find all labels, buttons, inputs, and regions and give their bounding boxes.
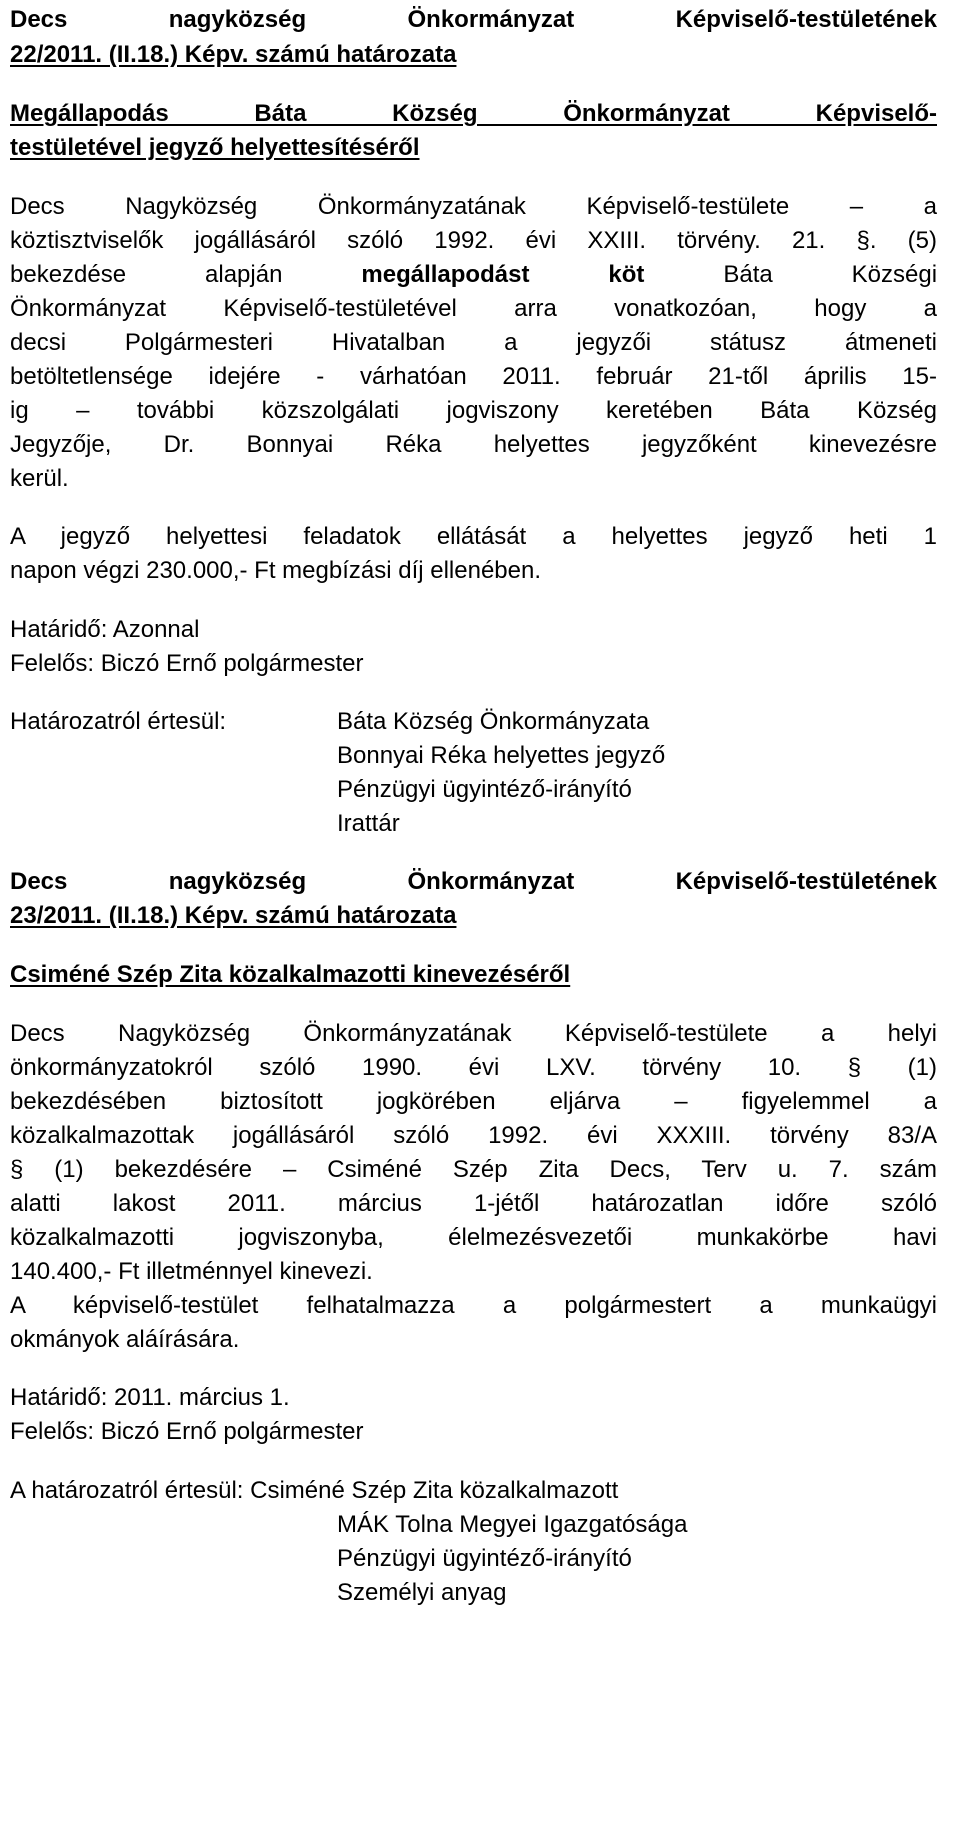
body-line: kerül. xyxy=(10,465,69,492)
body-line: önkormányzatokról szóló 1990. évi LXV. törvény 10. § (1) xyxy=(10,1054,937,1081)
resolution-number: 23/2011. (II.18.) Képv. számú határozata xyxy=(10,902,457,929)
body-line: 140.400,- Ft illetménnyel kinevezi. xyxy=(10,1258,373,1285)
body-line: A jegyző helyettesi feladatok ellátását a helyettes jegyző heti 1 xyxy=(10,523,937,550)
resolution-number: 22/2011. (II.18.) Képv. számú határozata xyxy=(10,41,457,68)
body-line: Jegyzője, Dr. Bonnyai Réka helyettes jegyzőként kinevezésre xyxy=(10,431,937,458)
responsible-person: Felelős: Biczó Ernő polgármester xyxy=(10,1418,364,1445)
notify-recipient: Pénzügyi ügyintéző-irányító xyxy=(337,776,632,803)
body-line: közalkalmazottak jogállásáról szóló 1992. évi XXXIII. törvény 83/A xyxy=(10,1122,937,1149)
deadline: Határidő: 2011. március 1. xyxy=(10,1384,290,1411)
responsible-person: Felelős: Biczó Ernő polgármester xyxy=(10,650,364,677)
body-line: Decs Nagyközség Önkormányzatának Képviselő-testülete a helyi xyxy=(10,1020,937,1047)
notify-recipient: Bonnyai Réka helyettes jegyző xyxy=(337,742,666,769)
resolution-title-line-2: testületével jegyző helyettesítéséről xyxy=(10,134,420,161)
body-line: bekezdése alapján megállapodást köt Báta Községi xyxy=(10,261,937,288)
notify-recipient: Pénzügyi ügyintéző-irányító xyxy=(337,1545,632,1572)
body-line: köztisztviselők jogállásáról szóló 1992. évi XXIII. törvény. 21. §. (5) xyxy=(10,227,937,254)
notify-label: A határozatról értesül: Csiméné Szép Zita közalkalmazott xyxy=(10,1477,619,1504)
body-line: alatti lakost 2011. március 1-jétől határozatlan időre szóló xyxy=(10,1190,937,1217)
resolution-heading-line-2 xyxy=(10,37,937,73)
body-line: § (1) bekezdésére – Csiméné Szép Zita Decs, Terv u. 7. szám xyxy=(10,1156,937,1183)
resolution-heading-line-1: Decs nagyközség Önkormányzat Képviselő-testületének xyxy=(10,6,937,33)
body-line: Önkormányzat Képviselő-testületével arra vonatkozóan, hogy a xyxy=(10,295,937,322)
resolution-heading-line-1: Decs nagyközség Önkormányzat Képviselő-testületének xyxy=(10,868,937,895)
notify-recipient: Báta Község Önkormányzata xyxy=(337,708,650,735)
notify-recipient: Irattár xyxy=(337,810,400,837)
body-line: bekezdésében biztosított jogkörében eljárva – figyelemmel a xyxy=(10,1088,937,1115)
body-line: okmányok aláírására. xyxy=(10,1326,240,1353)
resolution-title: Csiméné Szép Zita közalkalmazotti kinevezéséről xyxy=(10,961,571,988)
resolution-title-line-1: Megállapodás Báta Község Önkormányzat Képviselő- xyxy=(10,100,937,127)
body-line: A képviselő-testület felhatalmazza a polgármestert a munkaügyi xyxy=(10,1292,937,1319)
body-line: decsi Polgármesteri Hivatalban a jegyzői státusz átmeneti xyxy=(10,329,937,356)
notify-recipient: Személyi anyag xyxy=(337,1579,507,1606)
body-line: ig – további közszolgálati jogviszony keretében Báta Község xyxy=(10,397,937,424)
body-line: közalkalmazotti jogviszonyba, élelmezésvezetői munkakörbe havi xyxy=(10,1224,937,1251)
notify-recipient: MÁK Tolna Megyei Igazgatósága xyxy=(337,1511,688,1538)
body-line: betöltetlensége idejére - várhatóan 2011. február 21-től április 15- xyxy=(10,363,937,390)
body-line: napon végzi 230.000,- Ft megbízási díj ellenében. xyxy=(10,557,542,584)
body-line: Decs Nagyközség Önkormányzatának Képviselő-testülete – a xyxy=(10,193,937,220)
resolution-heading-line-2 xyxy=(10,898,937,934)
deadline: Határidő: Azonnal xyxy=(10,616,200,643)
notify-label: Határozatról értesül: xyxy=(10,708,227,735)
bold-phrase: megállapodást köt xyxy=(361,261,645,288)
